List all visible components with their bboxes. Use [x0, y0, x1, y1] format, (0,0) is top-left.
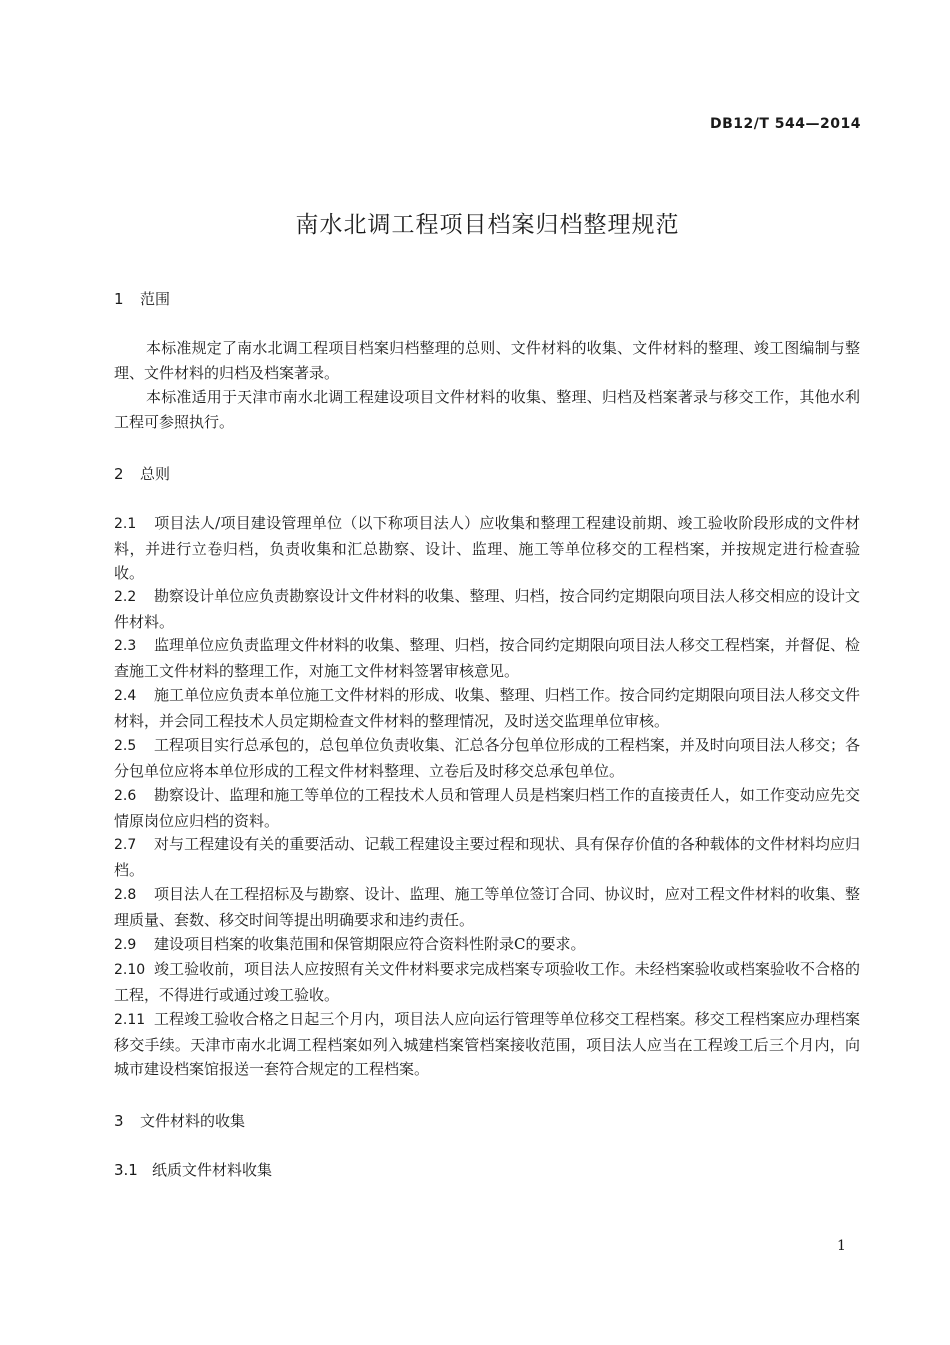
clause-text: 监理单位应负责监理文件材料的收集、整理、归档，按合同约定期限向项目法人移交工程档案，并督促、检查施工文件材料的整理工作，对施工文件材料签署审核意见。	[114, 636, 860, 680]
clause-text: 施工单位应负责本单位施工文件材料的形成、收集、整理、归档工作。按合同约定期限向项目法人移交文件材料，并会同工程技术人员定期检查文件材料的整理情况，及时送交监理单位审核。	[114, 686, 860, 730]
section-number: 3.1	[114, 1161, 138, 1179]
section-number: 1	[114, 290, 124, 308]
clause-number: 2.11	[114, 1012, 146, 1028]
section-3-1-heading	[114, 1159, 272, 1180]
section-title: 纸质文件材料收集	[152, 1161, 273, 1179]
clause-number: 2.7	[114, 837, 137, 853]
section-3-heading	[114, 1110, 245, 1131]
clause-text: 项目法人在工程招标及与勘察、设计、监理、施工等单位签订合同、协议时，应对工程文件材料的收集、整理质量、套数、移交时间等提出明确要求和违约责任。	[114, 885, 860, 929]
clause-2-2	[114, 584, 860, 634]
clause-text: 对与工程建设有关的重要活动、记载工程建设主要过程和现状、具有保存价值的各种载体的文件材料均应归档。	[114, 835, 860, 879]
clause-number: 2.4	[114, 688, 137, 704]
clause-text: 建设项目档案的收集范围和保管期限应符合资料性附录C的要求。	[154, 935, 586, 953]
section-2-heading	[114, 463, 170, 484]
clause-2-6	[114, 783, 860, 833]
clause-text: 勘察设计、监理和施工等单位的工程技术人员和管理人员是档案归档工作的直接责任人，如工作变动应先交情原岗位应归档的资料。	[114, 786, 860, 830]
section-number: 3	[114, 1112, 124, 1130]
clause-text: 勘察设计单位应负责勘察设计文件材料的收集、整理、归档，按合同约定期限向项目法人移交相应的设计文件材料。	[114, 587, 860, 631]
clause-number: 2.3	[114, 638, 137, 654]
clause-2-9	[114, 932, 860, 958]
section-title: 文件材料的收集	[140, 1112, 246, 1130]
clause-text: 项目法人/项目建设管理单位（以下称项目法人）应收集和整理工程建设前期、竣工验收阶段形成的文件材料，并进行立卷归档，负责收集和汇总勘察、设计、监理、施工等单位移交的工程档案，并按规定进行检查验收。	[114, 514, 860, 583]
page-number: 1	[837, 1238, 846, 1254]
section-title: 范围	[140, 290, 171, 308]
clause-number: 2.1	[114, 516, 137, 532]
clause-2-3	[114, 633, 860, 683]
paragraph: 本标准适用于天津市南水北调工程建设项目文件材料的收集、整理、归档及档案著录与移交工作，其他水利工程可参照执行。	[114, 388, 860, 431]
clause-number: 2.10	[114, 962, 146, 978]
clause-2-5	[114, 733, 860, 783]
section-1-heading	[114, 288, 170, 309]
clause-number: 2.2	[114, 589, 137, 605]
clause-text: 工程项目实行总承包的，总包单位负责收集、汇总各分包单位形成的工程档案，并及时向项目法人移交；各分包单位应将本单位形成的工程文件材料整理、立卷后及时移交总承包单位。	[114, 736, 860, 780]
clause-2-11	[114, 1007, 860, 1082]
clause-number: 2.5	[114, 738, 137, 754]
clause-2-10	[114, 957, 860, 1007]
clause-2-4	[114, 683, 860, 733]
clause-text: 竣工验收前，项目法人应按照有关文件材料要求完成档案专项验收工作。未经档案验收或档案验收不合格的工程，不得进行或通过竣工验收。	[114, 960, 860, 1004]
section-number: 2	[114, 465, 124, 483]
section-title: 总则	[140, 465, 171, 483]
clause-2-1	[114, 511, 860, 586]
document-title: 南水北调工程项目档案归档整理规范	[295, 212, 680, 238]
clause-number: 2.9	[114, 937, 137, 953]
clause-number: 2.6	[114, 788, 137, 804]
standard-code: DB12/T 544—2014	[710, 116, 861, 132]
clause-text: 工程竣工验收合格之日起三个月内，项目法人应向运行管理等单位移交工程档案。移交工程档案应办理档案移交手续。天津市南水北调工程档案如列入城建档案管档案接收范围，项目法人应当在工程竣工后三个月内，向城市建设档案馆报送一套符合规定的工程档案。	[114, 1010, 860, 1079]
clause-2-7	[114, 832, 860, 882]
clause-number: 2.8	[114, 887, 137, 903]
clause-2-8	[114, 882, 860, 932]
paragraph: 本标准规定了南水北调工程项目档案归档整理的总则、文件材料的收集、文件材料的整理、竣工图编制与整理、文件材料的归档及档案著录。	[114, 339, 860, 382]
